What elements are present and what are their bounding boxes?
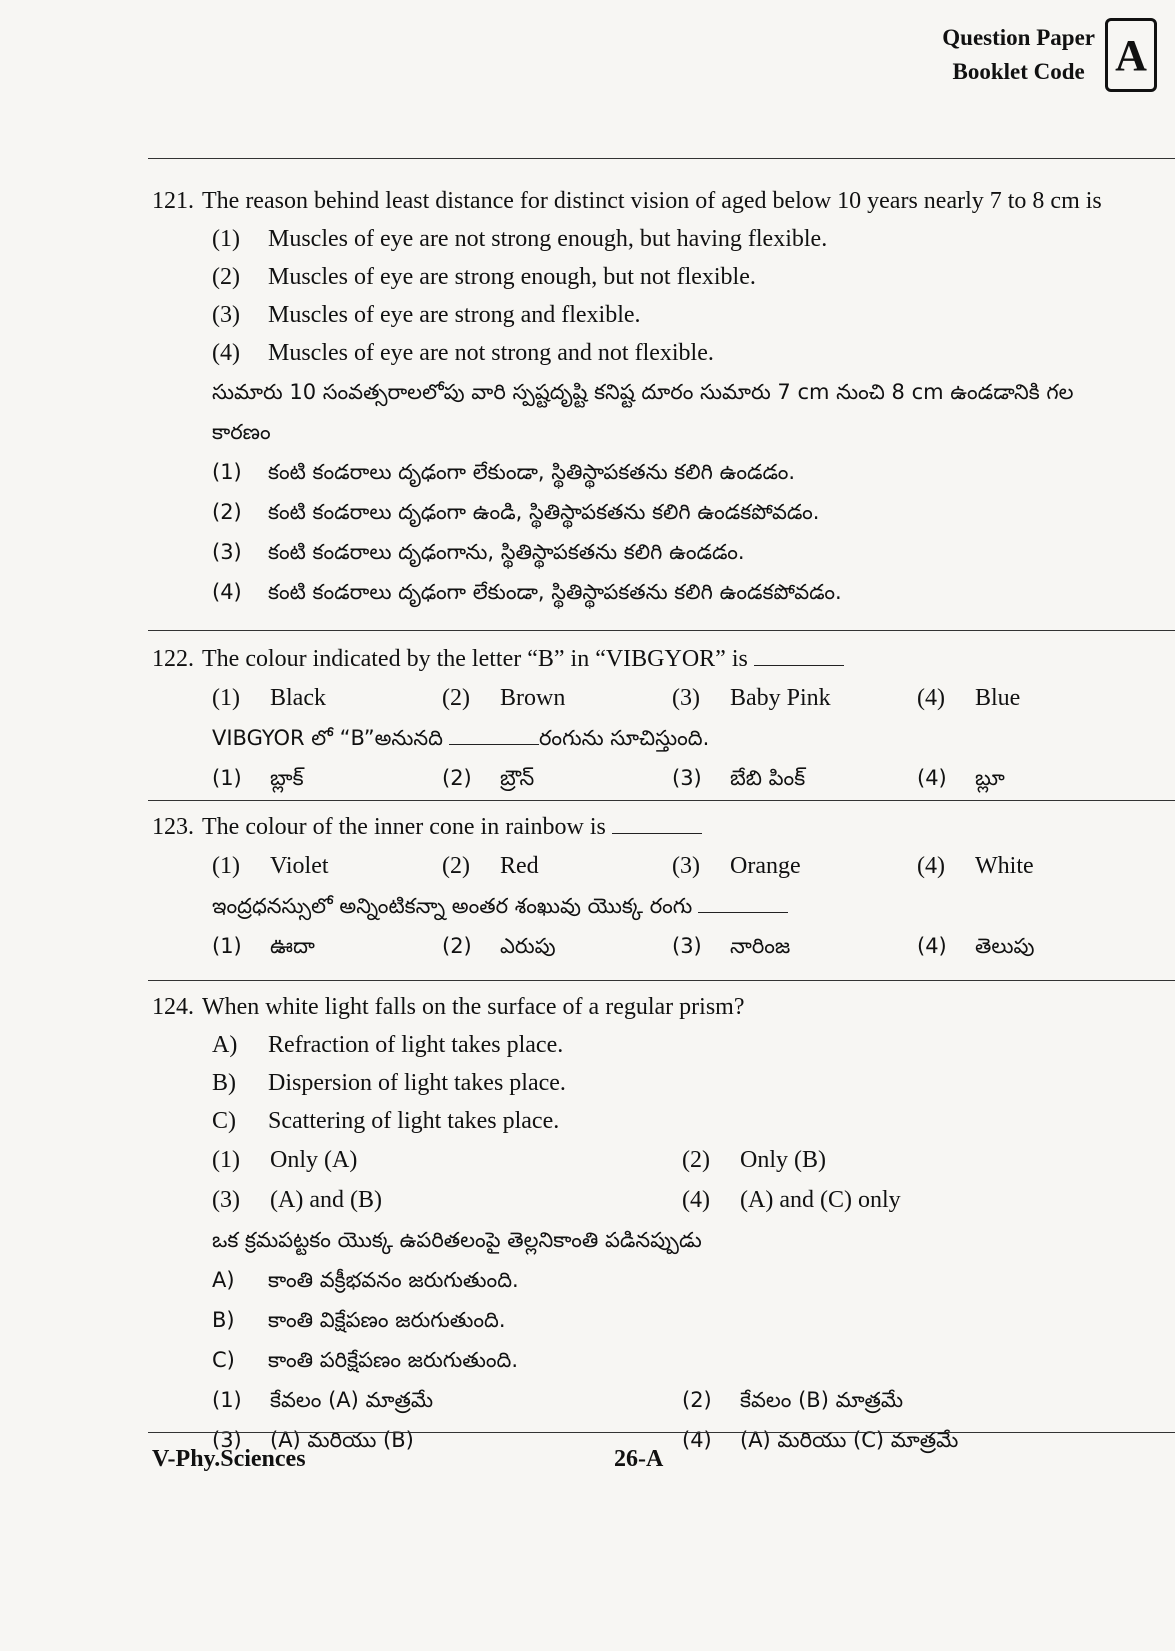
option [212, 258, 1125, 296]
option-text: కంటి కండరాలు దృఢంగాను, స్థితిస్థాపకతను కలిగి ఉండడం. [268, 540, 745, 564]
answer-blank [449, 726, 539, 745]
question-124 [152, 988, 1125, 1460]
question-text-te-before: VIBGYOR లో “B”అనునది [212, 726, 443, 750]
question-122 [152, 640, 1125, 798]
option-number: (4) [917, 853, 945, 879]
statement-te [212, 1300, 1125, 1340]
option-text: White [975, 853, 1034, 879]
option-text: Muscles of eye are strong enough, but not flexible. [268, 264, 756, 290]
header-label-line1: Question Paper [942, 25, 1095, 50]
option-number: (1) [212, 226, 240, 252]
option-number: (3) [212, 302, 240, 328]
option-text: Muscles of eye are not strong enough, but having flexible. [268, 226, 828, 252]
bottom-divider [148, 1432, 1175, 1433]
option-text: (A) and (C) only [740, 1187, 901, 1213]
header-label-line2: Booklet Code [952, 59, 1085, 84]
option-number: (3) [672, 934, 702, 958]
option-text: Red [500, 853, 539, 879]
option-text: (A) మరియు (C) మాత్రమే [740, 1428, 959, 1452]
option-number: (4) [212, 340, 240, 366]
option [212, 296, 1125, 334]
statement-te [212, 1340, 1125, 1380]
option-number: (2) [212, 500, 242, 524]
statement-label: C) [212, 1108, 236, 1134]
option-text: తెలుపు [975, 934, 1035, 958]
answer-blank [612, 815, 702, 834]
statement-label: B) [212, 1308, 235, 1332]
booklet-code-box: A [1105, 18, 1157, 92]
option-number: (2) [442, 766, 472, 790]
option-text: కంటి కండరాలు దృఢంగా లేకుండా, స్థితిస్థాపకతను కలిగి ఉండడం. [268, 460, 796, 484]
option-number: (4) [682, 1187, 710, 1213]
question-number: 122. [152, 646, 194, 672]
question-number: 124. [152, 994, 194, 1020]
option-number: (3) [672, 685, 700, 711]
option-number: (1) [212, 853, 240, 879]
statement-text: కాంతి విక్షేపణం జరుగుతుంది. [268, 1308, 506, 1332]
option-text: Only (B) [740, 1147, 826, 1173]
option-number: (2) [442, 934, 472, 958]
option-text: బ్రౌన్ [500, 766, 535, 790]
booklet-code-header [942, 18, 1157, 92]
statement-label: A) [212, 1032, 238, 1058]
option-text: Brown [500, 685, 566, 711]
question-text-te: సుమారు 10 సంవత్సరాలలోపు వారి స్పష్టదృష్టి కనిష్ట దూరం సుమారు 7 cm నుంచి 8 cm ఉండడానికి గల కారణం [212, 380, 1074, 444]
option-text: Muscles of eye are strong and flexible. [268, 302, 641, 328]
options-row-en [212, 846, 1125, 886]
option-text: Baby Pink [730, 685, 831, 711]
question-text-te [152, 718, 1125, 758]
option-te [212, 492, 1125, 532]
question-divider [148, 630, 1175, 631]
option-text: ఊదా [270, 934, 315, 958]
statement-label: C) [212, 1348, 235, 1372]
option-number: (1) [212, 766, 242, 790]
option-text: కంటి కండరాలు దృఢంగా ఉండి, స్థితిస్థాపకతను కలిగి ఉండకపోవడం. [268, 500, 820, 524]
options-row-te [212, 1380, 1125, 1420]
option-number: (3) [212, 1428, 242, 1452]
top-divider [148, 158, 1175, 159]
option-te [212, 452, 1125, 492]
statement-label: A) [212, 1268, 235, 1292]
options-row-en [212, 1180, 1125, 1220]
options-row-en [212, 678, 1125, 718]
option-text: (A) మరియు (B) [270, 1428, 414, 1452]
option-number: (2) [682, 1147, 710, 1173]
option-text: నారింజ [730, 934, 791, 958]
option-number: (2) [682, 1388, 712, 1412]
option-text: బ్లాక్ [270, 766, 304, 790]
option-number: (4) [917, 685, 945, 711]
statement [212, 1064, 1125, 1102]
question-text-te: ఒక క్రమపట్టకం యొక్క ఉపరితలంపై తెల్లనికాంతి పడినప్పుడు [212, 1228, 702, 1252]
options-row-te [212, 926, 1125, 966]
subject-label: V-Phy.Sciences [152, 1446, 306, 1472]
question-text-en: When white light falls on the surface of a regular prism? [202, 994, 745, 1020]
page-number: 26-A [614, 1446, 664, 1472]
question-text-te-line [152, 886, 1125, 926]
booklet-code-label [942, 21, 1095, 89]
question-121 [152, 182, 1125, 612]
option-text: Blue [975, 685, 1021, 711]
option-number: (3) [212, 540, 242, 564]
question-text-en: The reason behind least distance for distinct vision of aged below 10 years nearly 7 to 8 cm is [202, 188, 1102, 214]
option-number: (1) [212, 934, 242, 958]
statement-text: కాంతి వక్రీభవనం జరుగుతుంది. [268, 1268, 519, 1292]
answer-blank [698, 894, 788, 913]
option [212, 334, 1125, 372]
question-123 [152, 808, 1125, 966]
option-number: (3) [212, 1187, 240, 1213]
option-number: (1) [212, 1147, 240, 1173]
option-te [212, 572, 1125, 612]
statement-text: Dispersion of light takes place. [268, 1070, 566, 1096]
question-number: 121. [152, 188, 194, 214]
question-text-te: ఇంద్రధనస్సులో అన్నింటికన్నా అంతర శంఖువు యొక్క రంగు [212, 894, 693, 918]
option-te [212, 532, 1125, 572]
option [212, 220, 1125, 258]
answer-blank [754, 647, 844, 666]
statement [212, 1026, 1125, 1064]
statement-label: B) [212, 1070, 236, 1096]
statement-text: Scattering of light takes place. [268, 1108, 560, 1134]
option-number: (1) [212, 1388, 242, 1412]
option-text: Black [270, 685, 326, 711]
option-number: (1) [212, 685, 240, 711]
option-text: బేబి పింక్ [730, 766, 806, 790]
option-number: (4) [212, 580, 242, 604]
options-row-en [212, 1140, 1125, 1180]
option-text: Muscles of eye are not strong and not flexible. [268, 340, 714, 366]
option-number: (2) [212, 264, 240, 290]
option-number: (3) [672, 766, 702, 790]
question-text-en: The colour of the inner cone in rainbow is [202, 814, 606, 840]
question-number: 123. [152, 814, 194, 840]
options-row-te [212, 758, 1125, 798]
option-text: బ్లూ [975, 766, 1005, 790]
option-number: (4) [917, 934, 947, 958]
option-text: Only (A) [270, 1147, 358, 1173]
option-text: Orange [730, 853, 801, 879]
question-divider [148, 800, 1175, 801]
question-text-te-after: రంగును సూచిస్తుంది. [538, 726, 710, 750]
option-text: Violet [270, 853, 329, 879]
option-text: (A) and (B) [270, 1187, 382, 1213]
options-row-te [212, 1420, 1125, 1460]
question-divider [148, 980, 1175, 981]
statement-text: కాంతి పరిక్షేపణం జరుగుతుంది. [268, 1348, 518, 1372]
option-text: ఎరుపు [500, 934, 556, 958]
option-text: కేవలం (A) మాత్రమే [270, 1388, 434, 1412]
statement [212, 1102, 1125, 1140]
option-number: (4) [917, 766, 947, 790]
statement-te [212, 1260, 1125, 1300]
option-text: కంటి కండరాలు దృఢంగా లేకుండా, స్థితిస్థాపకతను కలిగి ఉండకపోవడం. [268, 580, 842, 604]
option-number: (2) [442, 853, 470, 879]
option-number: (1) [212, 460, 242, 484]
option-text: కేవలం (B) మాత్రమే [740, 1388, 904, 1412]
question-text-en: The colour indicated by the letter “B” in “VIBGYOR” is [202, 646, 748, 672]
option-number: (4) [682, 1428, 712, 1452]
statement-text: Refraction of light takes place. [268, 1032, 564, 1058]
option-number: (2) [442, 685, 470, 711]
option-number: (3) [672, 853, 700, 879]
